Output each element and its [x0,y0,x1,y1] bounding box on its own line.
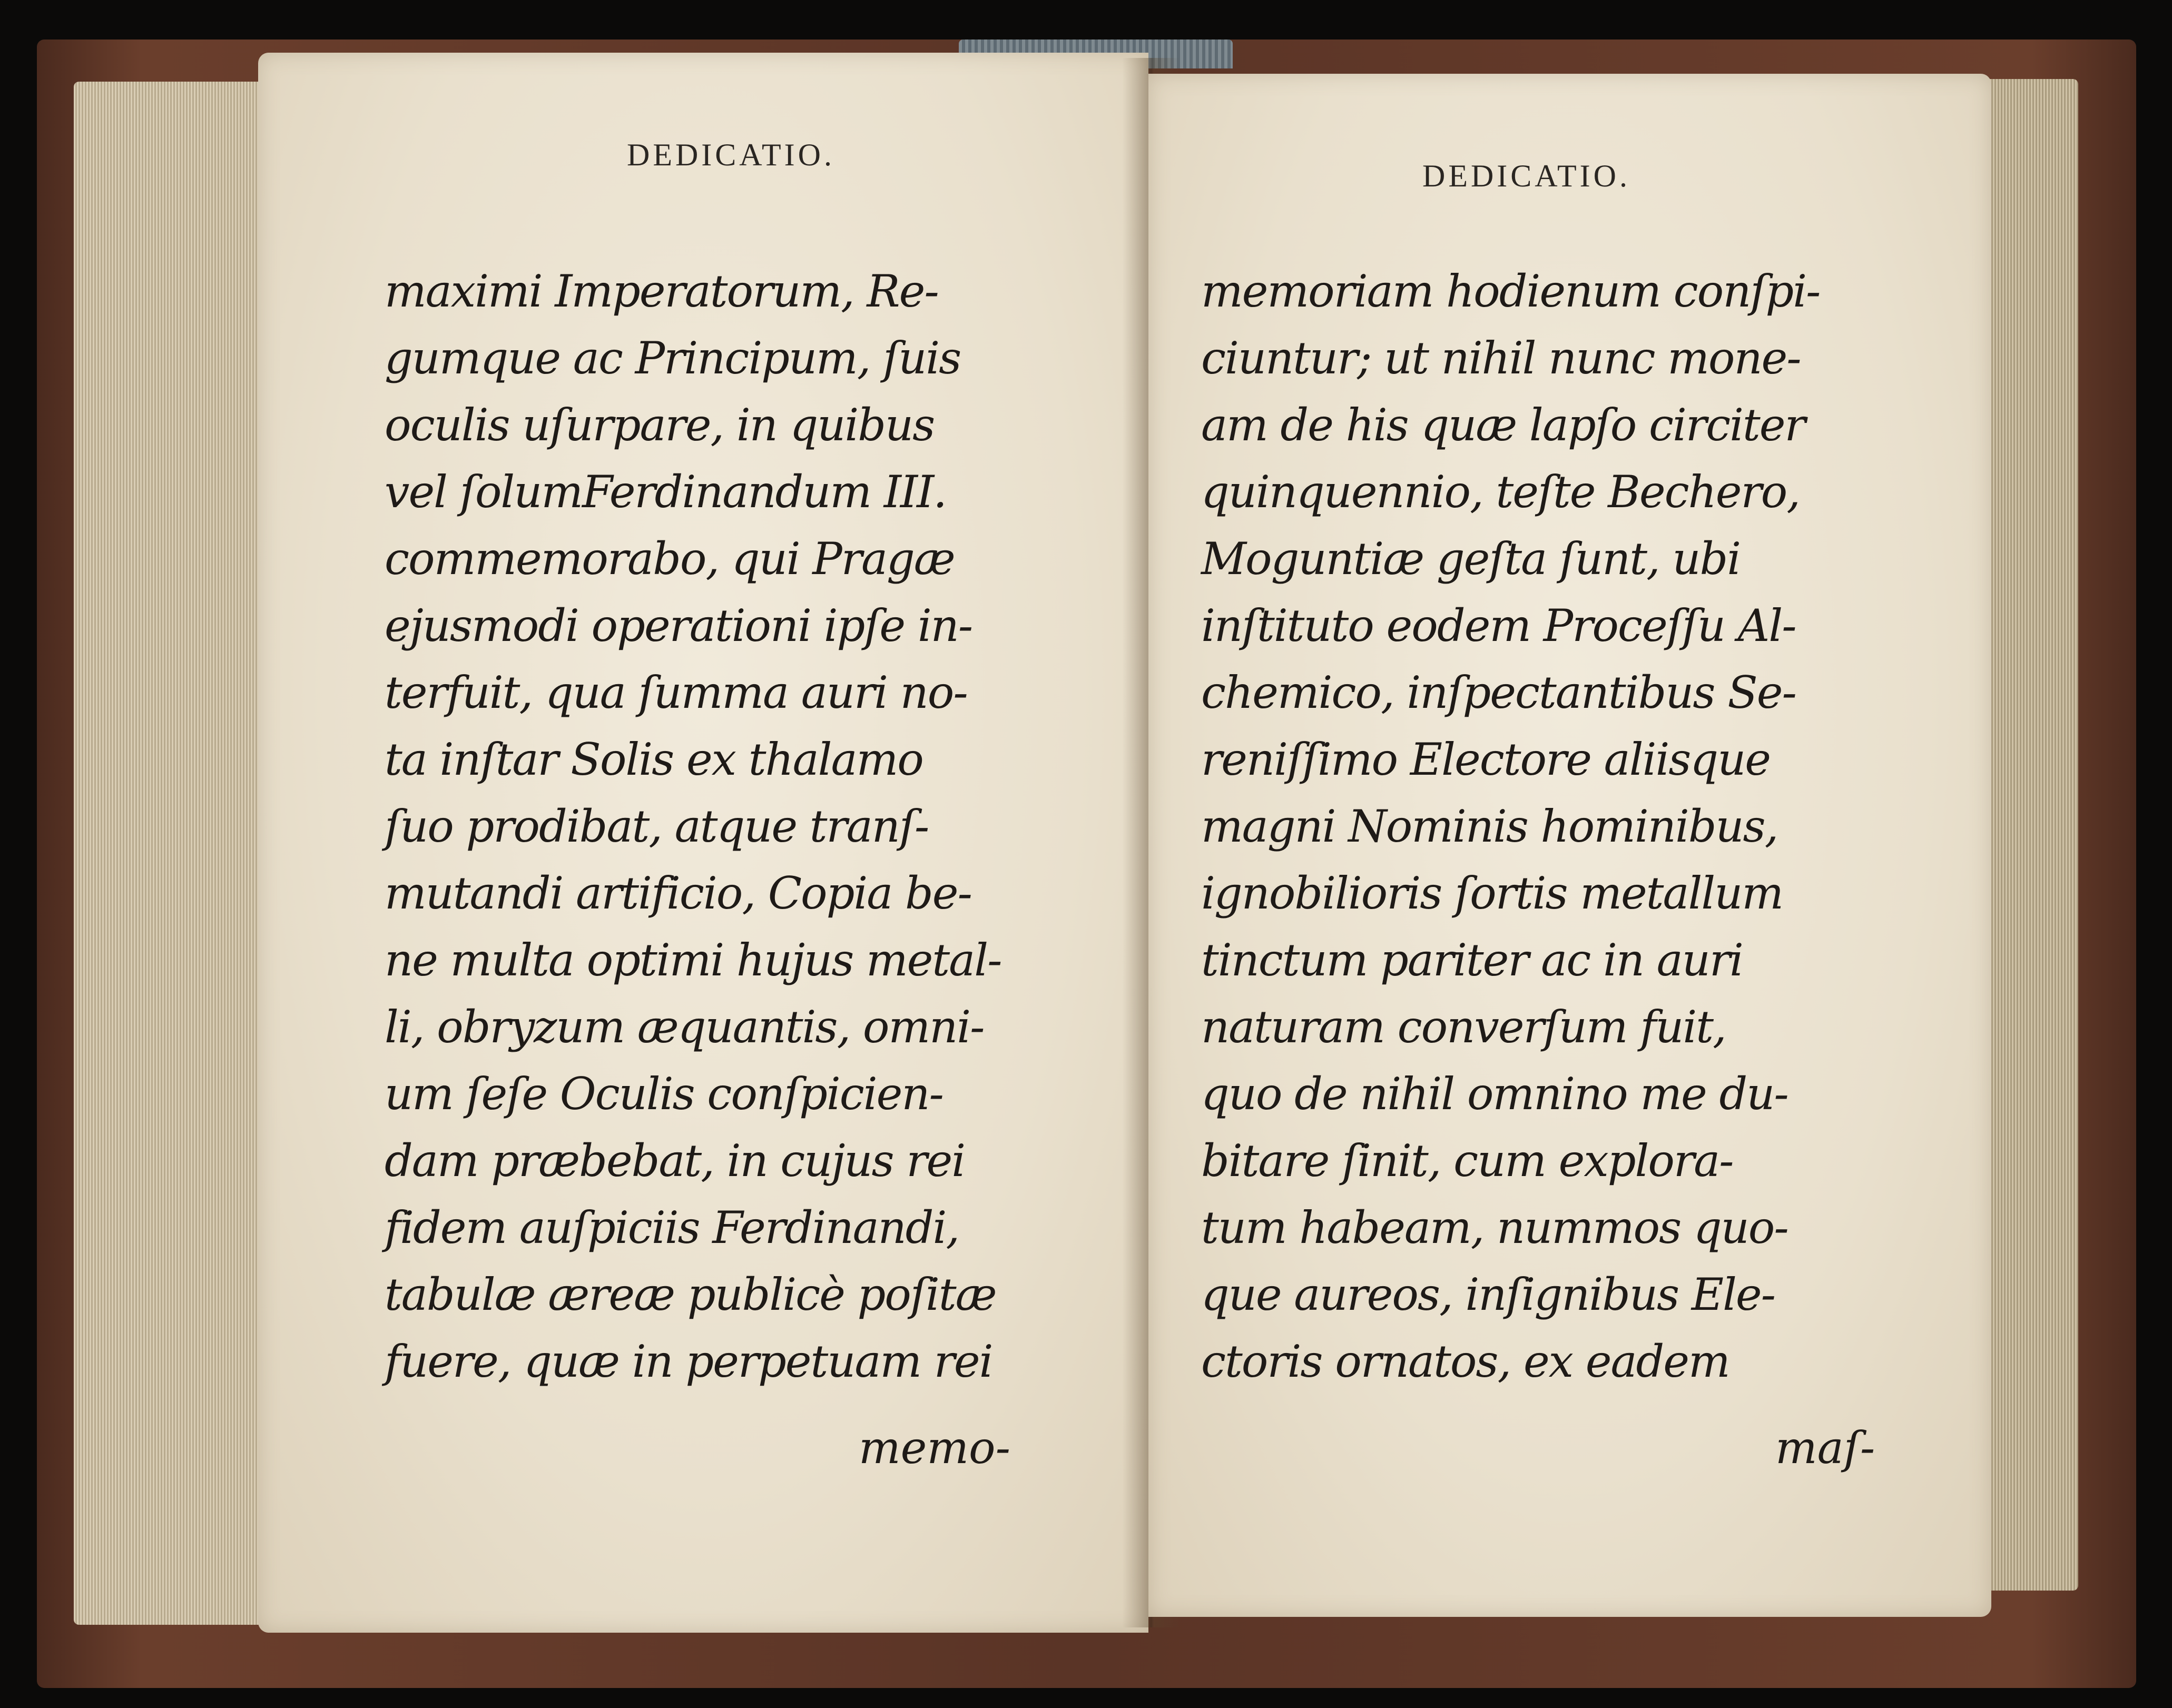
text-line: reniſſimo Electore aliisque [1201,734,1770,785]
text-line: tabulæ æreæ publicè poſitæ [385,1269,996,1320]
running-head-right: DEDICATIO. [1422,159,1630,193]
text-line: vel ſolumFerdinandum III. [385,466,946,518]
text-line: ciuntur; ut nihil nunc mone- [1201,332,1801,384]
text-line: Moguntiæ geſta ſunt, ubi [1201,533,1741,585]
text-line: ctoris ornatos, ex eadem [1201,1336,1729,1387]
catchword-right: maſ- [1775,1422,1875,1474]
text-block-left [385,258,1001,1395]
text-line: gumque ac Principum, ſuis [385,332,961,384]
page-edges-right [1983,79,2078,1591]
text-line: mutandi artificio, Copia be- [385,867,971,919]
text-line: ejusmodi operationi ipſe in- [385,600,972,651]
text-line: tum habeam, nummos quo- [1201,1202,1788,1253]
text-line: fuere, quæ in perpetuam rei [385,1336,992,1387]
text-line: dam præbebat, in cujus rei [385,1135,965,1187]
text-line: naturam converſum fuit, [1201,1001,1726,1053]
text-line: tinctum pariter ac in auri [1201,934,1743,986]
text-line: um ſeſe Oculis conſpicien- [385,1068,943,1120]
text-line: chemico, inſpectantibus Se- [1201,667,1796,718]
text-line: ta inſtar Solis ex thalamo [385,734,923,785]
text-block-right [1201,258,1820,1395]
text-line: magni Nominis hominibus, [1201,801,1778,852]
catchword-left: memo- [859,1422,1010,1474]
text-line: quinquennio, teſte Bechero, [1201,466,1800,518]
text-line: am de his quæ lapſo circiter [1201,399,1805,451]
text-line: maximi Imperatorum, Re- [385,265,938,317]
text-line: ſuo prodibat, atque tranſ- [385,801,929,852]
text-line: memoriam hodienum conſpi- [1201,265,1820,317]
running-head-left: DEDICATIO. [627,137,835,172]
left-page [258,53,1148,1633]
text-line: que aureos, inſignibus Ele- [1201,1269,1775,1320]
text-line: ne multa optimi hujus metal- [385,934,1001,986]
text-line: fidem auſpiciis Ferdinandi, [385,1202,959,1253]
text-line: li, obryzum æquantis, omni- [385,1001,984,1053]
text-line: oculis uſurpare, in quibus [385,399,935,451]
text-line: ignobilioris ſortis metallum [1201,867,1783,919]
text-line: commemorabo, qui Pragæ [385,533,955,585]
right-page [1148,74,1991,1617]
text-line: inſtituto eodem Proceſſu Al- [1201,600,1796,651]
text-line: terfuit, qua ſumma auri no- [385,667,967,718]
text-line: quo de nihil omnino me du- [1201,1068,1788,1120]
text-line: bitare ſinit, cum explora- [1201,1135,1733,1187]
